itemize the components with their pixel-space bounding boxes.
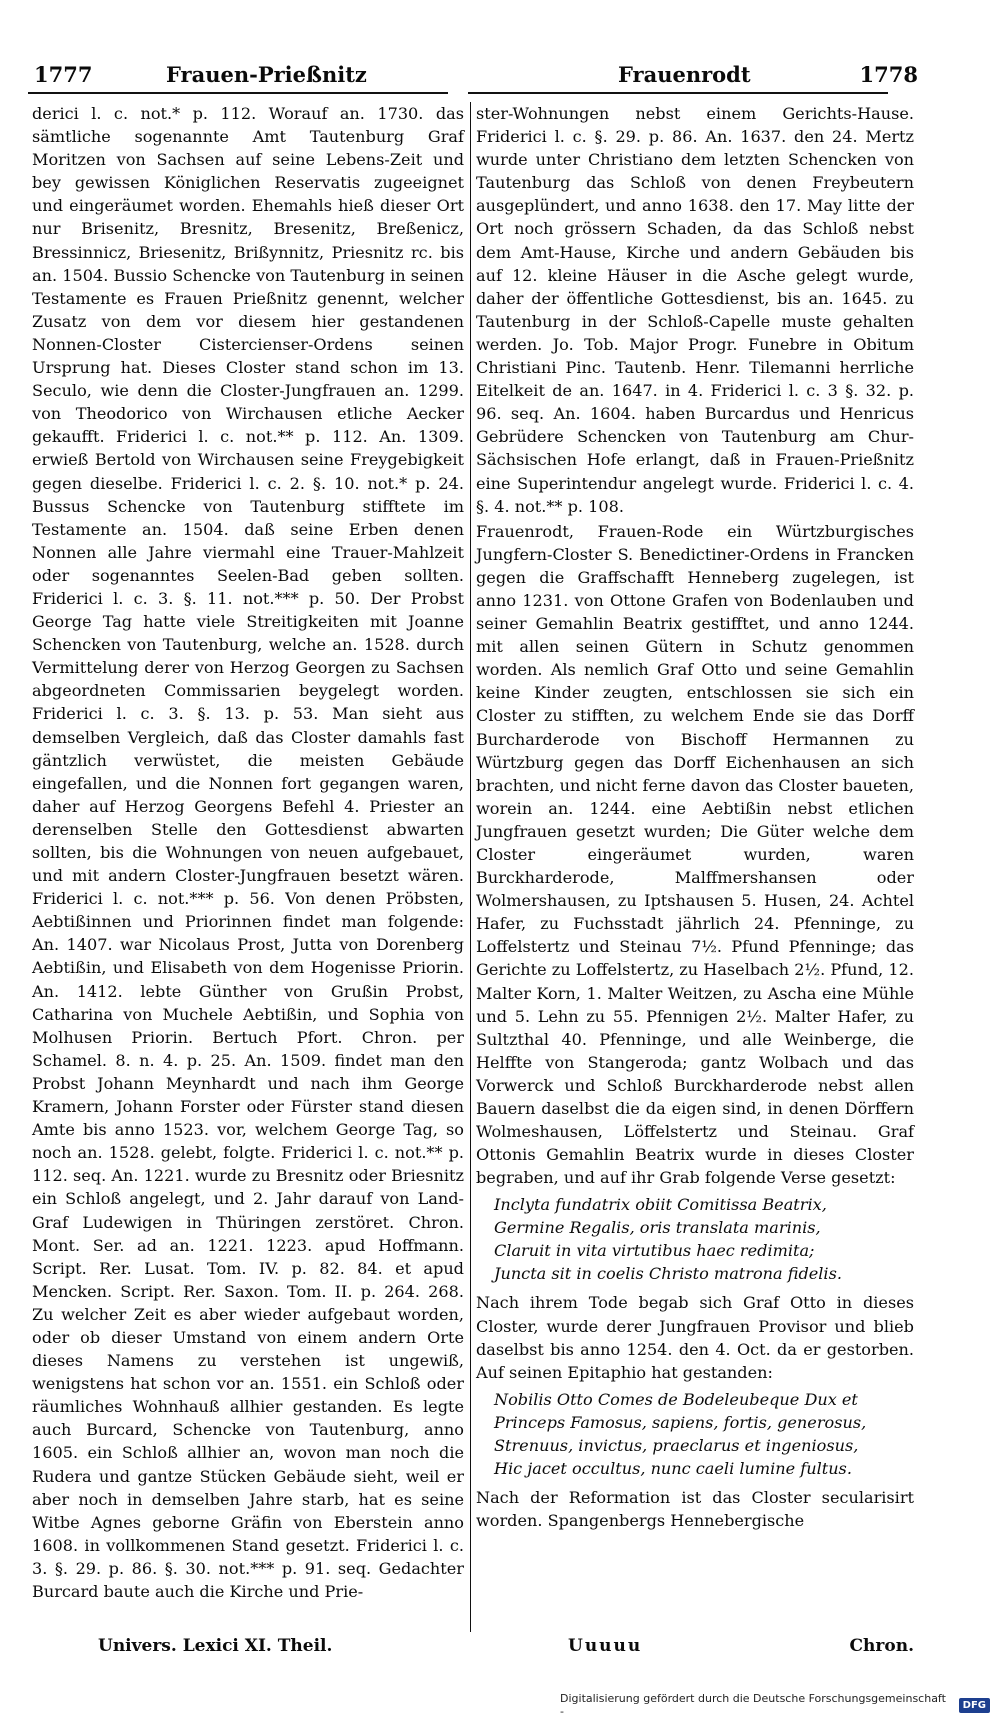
verse-line: Princeps Famosus, sapiens, fortis, generosus, bbox=[494, 1412, 867, 1432]
scanned-page bbox=[28, 58, 918, 1656]
verse-line: Inclyta fundatrix obiit Comitissa Beatrix, bbox=[494, 1195, 827, 1215]
verse-line: Strenuus, invictus, praeclarus et ingeniosus, bbox=[494, 1435, 859, 1455]
left-column bbox=[32, 102, 471, 1632]
header-rule-right bbox=[468, 92, 888, 94]
right-column-paragraph-1: ster-Wohnungen nebst einem Gerichts-Hause. Friderici l. c. §. 29. p. 86. An. 1637. den 24. Mertz wurde unter Christiano dem letzten Schencken von Tautenburg das Schloß von denen Freybeutern ausgeplündert, und anno 1638. den 17. May litte der Ort noch grössern Schaden, da das Schloß nebst dem Amt-Hause, Kirche und andern Gebäuden bis auf 12. kleine Häuser in die Asche gelegt wurde, daher der öffentliche Gottesdienst, bis an. 1645. zu Tautenburg in der Schloß-Capelle muste gehalten werden. Jo. Tob. Major Progr. Funebre in Obitum Christiani Pinc. Tautenb. Henr. Tilemanni herrliche Eitelkeit de an. 1647. in 4. Friderici l. c. 3 §. 32. p. 96. seq. An. 1604. haben Burcardus und Henricus Gebrüdere Schencken von Tautenburg am Chur-Sächsischen Hofe erlangt, daß in Frauen-Prießnitz eine Superintendur angelegt wurde. Friderici l. c. 4. §. 4. not.** p. 108. bbox=[476, 104, 914, 516]
left-page-number: 1777 bbox=[34, 62, 93, 87]
right-page-number: 1778 bbox=[859, 62, 918, 87]
verse-line: Germine Regalis, oris translata marinis, bbox=[494, 1218, 821, 1238]
entry-frauenrodt: Frauenrodt, Frauen-Rode ein Würtzburgisches Jungfern-Closter S. Benedictiner-Ordens in Francken gegen die Graffschafft Henneberg zugelegen, ist anno 1231. von Ottone Grafen von Bodenlauben und seiner Gemahlin Beatrix gestifftet, und anno 1244. mit allen seinen Gütern in Schutz genommen worden. Als nemlich Graf Otto und seine Gemahlin keine Kinder zeugten, entschlossen sie sich ein Closter zu stifften, zu welchem Ende sie das Dorff Burcharderode von Bischoff Hermannen zu Würtzburg gegen das Dorff Eichenhausen an sich brachten, und nicht ferne davon das Closter baueten, worein an. 1244. eine Aebtißin nebst etlichen Jungfrauen gesetzt wurden; Die Güter welche dem Closter eingeräumet wurden, waren Burckharderode, Malffmershansen oder Wolmershausen, zu Iptshausen 5. Husen, 24. Achtel Hafer, zu Fuchsstadt jährlich 24. Pfenninge, zu Loffelstertz und Steinau 7½. Pfund Pfenninge; das Gerichte zu Loffelstertz, zu Haselbach 2½. Pfund, 12. Malter Korn, 1. Malter Weitzen, zu Ascha eine Mühle und 5. Lehn zu 55. Pfennigen 2½. Malter Hafer, zu Sultzthal 40. Pfenninge, und alle Weinberge, die Helffte von Stangeroda; gantz Wolbach und das Vorwerck und Schloß Burckharderode nebst allen Bauern daselbst die da eigen sind, in denen Dörffern Wolmeshausen, Löffelstertz und Steinau. Graf Ottonis Gemahlin Beatrix wurde in dieses Closter begraben, und auf ihr Grab folgende Verse gesetzt: bbox=[476, 521, 914, 1188]
right-column-paragraph-3: Nach ihrem Tode begab sich Graf Otto in dieses Closter, wurde derer Jungfrauen Provisor und blieb daselbst bis anno 1254. den 4. Oct. da er gestorben. Auf seinen Epitaphio hat gestanden: bbox=[476, 1293, 914, 1382]
epitaph-verse-beatrix bbox=[494, 1193, 914, 1285]
page-header bbox=[28, 58, 918, 98]
sheet-signature: Uuuuu bbox=[568, 1636, 643, 1656]
epitaph-verse-otto bbox=[494, 1388, 914, 1480]
verse-line: Juncta sit in coelis Christo matrona fidelis. bbox=[494, 1264, 842, 1284]
verse-line: Hic jacet occultus, nunc caeli lumine fultus. bbox=[494, 1458, 852, 1478]
left-column-text: derici l. c. not.* p. 112. Worauf an. 1730. das sämtliche sogenannte Amt Tautenburg Graf Moritzen von Sachsen auf seine Lebens-Zeit und bey gewissen Königlichen Reservatis zugeeignet und eingeräumet worden. Ehemahls hieß dieser Ort nur Brisenitz, Bresnitz, Bresenitz, Breßenicz, Bressinnicz, Briesenitz, Brißynnitz, Priesnitz rc. bis an. 1504. Bussio Schencke von Tautenburg in seinen Testamente es Frauen Prießnitz genennt, welcher Zusatz von dem vor diesem hier gestandenen Nonnen-Closter Cistercienser-Ordens seinen Ursprung hat. Dieses Closter stand schon im 13. Seculo, wie denn die Closter-Jungfrauen an. 1299. von Theodorico von Wirchausen etliche Aecker gekaufft. Friderici l. c. not.** p. 112. An. 1309. erwieß Bertold von Wirchausen seine Freygebigkeit gegen dieselbe. Friderici l. c. 2. §. 10. not.* p. 24. Bussus Schencke von Tautenburg stifftete im Testamente an. 1504. daß seine Erben denen Nonnen alle Jahre viermahl eine Trauer-Mahlzeit oder sogenanntes Seelen-Bad geben sollten. Friderici l. c. 3. §. 11. not.*** p. 50. Der Probst George Tag hatte viele Streitigkeiten mit Joanne Schencken von Tautenburg, welche an. 1528. durch Vermittelung derer von Herzog Georgen zu Sachsen abgeordneten Commissarien beygelegt worden. Friderici l. c. 3. §. 13. p. 53. Man sieht aus demselben Vergleich, daß das Closter damahls fast gäntzlich verwüstet, die meisten Gebäude eingefallen, und die Nonnen fort gegangen waren, daher auf Herzog Georgens Befehl 4. Priester an derenselben Stelle den Gottesdienst abwarten sollten, bis die Wohnungen von neuen aufgebauet, und mit andern Closter-Jungfrauen besetzt wären. Friderici l. c. not.*** p. 56. Von denen Pröbsten, Aebtißinnen und Priorinnen findet man folgende: An. 1407. war Nicolaus Prost, Jutta von Dorenberg Aebtißin, und Elisabeth von dem Hogenisse Priorin. An. 1412. lebte Günther von Grußin Probst, Catharina von Muchele Aebtißin, und Sophia von Molhusen Priorin. Bertuch Pfort. Chron. per Schamel. 8. n. 4. p. 25. An. 1509. findet man den Probst Johann Meynhardt und nach ihm George Kramern, Johann Forster oder Fürster stand diesen Amte bis anno 1523. vor, welchem George Tag, so noch an. 1528. gelebt, folgte. Friderici l. c. not.** p. 112. seq. An. 1221. wurde zu Bresnitz oder Briesnitz ein Schloß angelegt, und 2. Jahr darauf von Land-Graf Ludewigen in Thüringen zerstöret. Chron. Mont. Ser. ad an. 1221. 1223. apud Hoffmann. Script. Rer. Lusat. Tom. IV. p. 82. 84. et apud Mencken. Script. Rer. Saxon. Tom. II. p. 264. 268. Zu welcher Zeit es aber wieder aufgebaut worden, oder ob dieser Umstand von einem andern Orte dieses Namens zu verstehen ist ungewiß, wenigstens hat schon vor an. 1551. ein Schloß oder räumliches Wohnhauß allhier gestanden. Es legte auch Burcard, Schencke von Tautenburg, anno 1605. ein Schloß allhier an, wovon man noch die Rudera und gantze Stücken Gebäude sieht, weil er aber noch in demselben Jahre starb, hat es seine Witbe Agnes geborne Gräfin von Eberstein anno 1608. in vollkommenen Stand gesetzt. Friderici l. c. 3. §. 29. p. 86. §. 30. not.*** p. 91. seq. Gedachter Burcard baute auch die Kirche und Prie- bbox=[32, 104, 464, 1601]
credit-text: Digitalisierung gefördert durch die Deutsche Forschungsgemeinschaft - bbox=[560, 1692, 946, 1718]
right-column bbox=[476, 102, 914, 1532]
digitization-credit bbox=[560, 1694, 990, 1716]
header-rule-left bbox=[28, 92, 448, 94]
catchword: Chron. bbox=[849, 1636, 914, 1656]
dfg-logo: DFG bbox=[959, 1698, 990, 1713]
volume-signature: Univers. Lexici XI. Theil. bbox=[98, 1636, 333, 1656]
left-running-title: Frauen-Prießnitz bbox=[166, 62, 367, 87]
right-column-paragraph-4: Nach der Reformation ist das Closter secularisirt worden. Spangenbergs Hennebergische bbox=[476, 1487, 914, 1530]
verse-line: Nobilis Otto Comes de Bodeleubeque Dux et bbox=[494, 1389, 858, 1409]
right-running-title: Frauenrodt bbox=[618, 62, 751, 87]
verse-line: Claruit in vita virtutibus haec redimita; bbox=[494, 1241, 815, 1261]
